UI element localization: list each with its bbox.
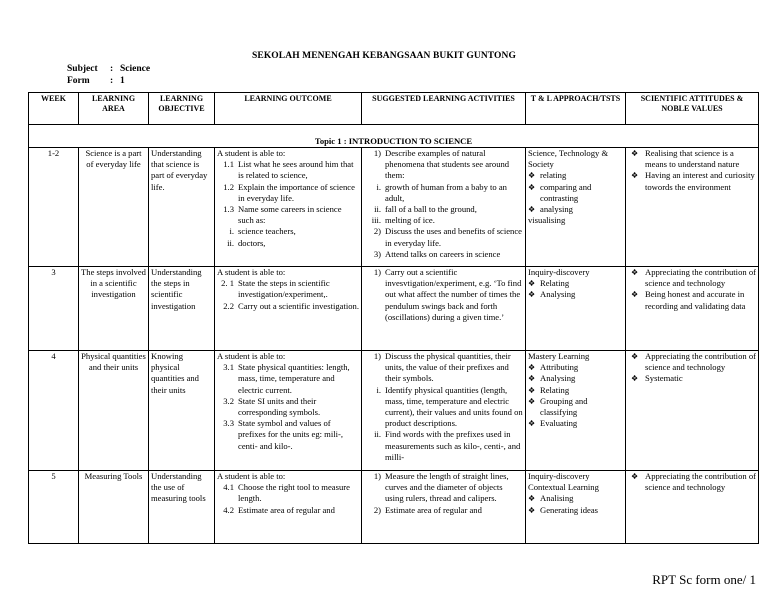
item-marker: ii. — [227, 237, 234, 248]
item-text: Describe examples of natural phenomena that students see around them: — [385, 148, 510, 181]
diamond-bullet-icon: ❖ — [528, 374, 536, 384]
item-text: Estimate area of regular and — [385, 504, 482, 515]
learning-area-text: Physical quantities and their units — [81, 351, 146, 373]
activities-list — [364, 267, 523, 323]
item-text: Relating — [540, 384, 570, 395]
item-marker: i. — [376, 384, 381, 395]
approach-list — [528, 170, 623, 215]
topic-row — [29, 125, 759, 148]
list-item — [628, 170, 756, 192]
item-text: Generating ideas — [540, 504, 598, 515]
list-item — [217, 159, 359, 181]
list-item — [217, 204, 359, 226]
item-text: science teachers, — [238, 226, 296, 237]
learning-objective-text: Understanding the use of measuring tools — [151, 471, 206, 504]
item-text: State SI units and their corresponding symbols. — [238, 395, 321, 418]
item-marker: 1.2 — [223, 181, 234, 192]
learning-outcome-cell — [215, 148, 362, 267]
diamond-bullet-icon: ❖ — [528, 396, 536, 406]
approach-cell — [526, 148, 626, 267]
list-item — [364, 267, 523, 323]
item-text: Explain the importance of science in everyday life. — [238, 181, 355, 203]
diamond-bullet-icon: ❖ — [631, 268, 639, 277]
attitudes-values-cell — [626, 267, 759, 351]
list-item — [628, 289, 756, 311]
list-item — [628, 148, 756, 170]
list-item — [528, 278, 623, 289]
outcome-list — [217, 278, 359, 312]
header-attitudes-values: SCIENTIFIC ATTITUDES & NOBLE VALUES — [626, 93, 759, 125]
item-marker: 1.1 — [223, 159, 234, 170]
list-item — [528, 373, 623, 384]
diamond-bullet-icon: ❖ — [528, 505, 536, 515]
list-item — [528, 418, 623, 429]
item-marker: 3.3 — [223, 418, 234, 429]
approach-intro: Science, Technology & Society — [528, 148, 609, 170]
form-line — [67, 76, 125, 86]
header-row — [29, 93, 759, 125]
list-item — [528, 289, 623, 300]
learning-outcome-cell — [215, 267, 362, 351]
item-marker: 1) — [373, 267, 381, 277]
list-item — [217, 505, 359, 516]
list-item — [217, 278, 359, 300]
list-item — [628, 351, 756, 373]
week-value: 5 — [51, 471, 56, 481]
item-marker: 2.2 — [223, 300, 234, 311]
item-text: Appreciating the contribution of science and technology — [645, 471, 756, 493]
item-marker: ii. — [374, 429, 381, 440]
item-text: Discuss the physical quantities, their units, the value of their prefixes and their symbols. — [385, 351, 511, 384]
week-value: 4 — [51, 351, 56, 361]
approach-intro: Inquiry-discovery — [528, 267, 590, 277]
subject-line — [67, 64, 150, 74]
learning-objective-text: Understanding that science is part of everyday life. — [151, 148, 208, 192]
activities-list — [364, 148, 523, 260]
item-text: Systematic — [645, 373, 683, 384]
item-marker: 1) — [373, 471, 381, 481]
school-title: SEKOLAH MENENGAH KEBANGSAAN BUKIT GUNTONG — [252, 51, 516, 61]
week-cell — [29, 267, 79, 351]
suggested-activities-cell — [362, 148, 526, 267]
activities-list — [364, 471, 523, 516]
list-item — [528, 396, 623, 418]
approach-list — [528, 362, 623, 429]
learning-area-cell — [79, 351, 149, 471]
approach-intro: Inquiry-discovery Contextual Learning — [528, 471, 599, 493]
suggested-activities-cell — [362, 471, 526, 544]
diamond-bullet-icon: ❖ — [631, 352, 639, 361]
header-suggested-activities: SUGGESTED LEARNING ACTIVITIES — [362, 93, 526, 125]
item-marker: ii. — [374, 204, 381, 215]
item-text: growth of human from a baby to an adult, — [385, 181, 507, 203]
diamond-bullet-icon: ❖ — [528, 290, 536, 300]
list-item — [528, 182, 623, 204]
item-marker: 2. 1 — [221, 278, 234, 289]
list-item — [364, 429, 523, 463]
list-item — [364, 385, 523, 430]
item-marker: 3) — [373, 248, 381, 259]
learning-objective-text: Understanding the steps in scientific investigation — [151, 267, 202, 311]
list-item — [528, 505, 623, 516]
item-marker: 2) — [373, 504, 381, 515]
header-week: WEEK — [29, 93, 79, 125]
week-cell — [29, 148, 79, 267]
learning-area-text: The steps involved in a scientific investigation — [81, 267, 146, 300]
outcome-intro: A student is able to: — [217, 351, 286, 361]
learning-area-text: Measuring Tools — [84, 471, 143, 481]
approach-list — [528, 278, 623, 300]
item-marker: 1) — [373, 351, 381, 361]
item-text: comparing and contrasting — [540, 181, 592, 203]
header-learning-area: LEARNING AREA — [79, 93, 149, 125]
item-text: fall of a ball to the ground, — [385, 204, 477, 215]
header-approach: T & L APPROACH/TSTS — [526, 93, 626, 125]
item-text: Attributing — [540, 362, 579, 373]
table-row — [29, 471, 759, 544]
page-footer: RPT Sc form one/ 1 — [652, 572, 756, 587]
diamond-bullet-icon: ❖ — [528, 494, 536, 504]
item-marker: 4.1 — [223, 482, 234, 493]
item-marker: 3.2 — [223, 395, 234, 406]
list-item — [528, 170, 623, 181]
list-item — [364, 182, 523, 204]
table-row — [29, 351, 759, 471]
item-marker: i. — [376, 181, 381, 192]
outcome-list — [217, 159, 359, 249]
list-item — [364, 204, 523, 215]
diamond-bullet-icon: ❖ — [631, 472, 639, 481]
outcome-intro: A student is able to: — [217, 471, 286, 481]
week-cell — [29, 351, 79, 471]
list-item — [217, 396, 359, 418]
item-marker: 1.3 — [223, 204, 234, 215]
form-value: 1 — [120, 76, 125, 86]
attitudes-values-cell — [626, 351, 759, 471]
item-text: Appreciating the contribution of science and technology — [645, 267, 756, 289]
learning-objective-cell — [149, 148, 215, 267]
topic-title: Topic 1 : INTRODUCTION TO SCIENCE — [29, 125, 759, 148]
item-text: Relating — [540, 278, 570, 289]
diamond-bullet-icon: ❖ — [528, 419, 536, 429]
item-marker: iii. — [371, 215, 381, 226]
item-marker: 1) — [373, 148, 381, 158]
header-learning-objective: LEARNING OBJECTIVE — [149, 93, 215, 125]
suggested-activities-cell — [362, 267, 526, 351]
approach-cell — [526, 351, 626, 471]
week-value: 1-2 — [47, 148, 60, 158]
item-text: analysing — [540, 204, 573, 215]
diamond-bullet-icon: ❖ — [528, 279, 536, 289]
list-item — [628, 373, 756, 384]
table-row — [29, 148, 759, 267]
form-label: Form — [67, 76, 90, 86]
learning-outcome-cell — [215, 351, 362, 471]
list-item — [217, 238, 359, 249]
item-marker: i. — [229, 226, 234, 237]
list-item — [364, 351, 523, 385]
learning-area-cell — [79, 267, 149, 351]
item-text: Carry out a scientific investigation. — [238, 300, 359, 311]
diamond-bullet-icon: ❖ — [528, 205, 536, 215]
approach-list — [528, 493, 623, 515]
values-list — [628, 351, 756, 385]
item-text: Measure the length of straight lines, curves and the diameter of objects using rulers, thread and calipers. — [385, 471, 509, 504]
learning-objective-cell — [149, 471, 215, 544]
item-text: Carry out a scientific invesvtigation/experiment, e.g. ‘To find out what affect the number of times the pendulum swings back and forth (oscillations) during a given time.’ — [385, 267, 522, 322]
table-row — [29, 267, 759, 351]
learning-area-text: Science is a part of everyday life — [85, 148, 142, 170]
learning-objective-text: Knowing physical quantities and their units — [151, 351, 199, 395]
list-item — [528, 204, 623, 215]
learning-objective-cell — [149, 351, 215, 471]
list-item — [217, 301, 359, 312]
subject-colon: : — [110, 64, 114, 74]
diamond-bullet-icon: ❖ — [631, 171, 639, 181]
list-item — [217, 226, 359, 237]
diamond-bullet-icon: ❖ — [631, 149, 639, 158]
diamond-bullet-icon: ❖ — [528, 182, 536, 192]
item-text: Estimate area of regular and — [238, 504, 335, 515]
approach-cell — [526, 267, 626, 351]
diamond-bullet-icon: ❖ — [631, 290, 639, 300]
diamond-bullet-icon: ❖ — [631, 374, 639, 384]
list-item — [528, 493, 623, 504]
item-text: Name some careers in science such as: — [238, 204, 342, 226]
scheme-table — [28, 92, 759, 544]
item-marker: 3.1 — [223, 362, 234, 373]
item-text: Find words with the prefixes used in measurements such as kilo-, centi-, and milli- — [385, 429, 521, 462]
subject-label: Subject — [67, 64, 98, 74]
item-text: Appreciating the contribution of science and technology — [645, 351, 756, 373]
item-text: Realising that science is a means to understand nature — [645, 148, 740, 170]
item-text: relating — [540, 170, 567, 181]
item-text: Evaluating — [540, 418, 578, 429]
item-marker: 4.2 — [223, 504, 234, 515]
item-text: Choose the right tool to measure length. — [238, 482, 350, 504]
outcome-list — [217, 362, 359, 452]
activities-list — [364, 351, 523, 463]
approach-intro: Mastery Learning — [528, 351, 590, 361]
list-item — [217, 182, 359, 204]
list-item — [217, 418, 359, 452]
week-value: 3 — [51, 267, 56, 277]
values-list — [628, 267, 756, 312]
item-text: doctors, — [238, 237, 266, 248]
list-item — [364, 215, 523, 226]
outcome-list — [217, 482, 359, 516]
approach-outro: visualising — [528, 215, 566, 226]
item-text: Identify physical quantities (length, mass, time, temperature and electric current), their values and units found on product descriptions. — [385, 384, 523, 429]
outcome-intro: A student is able to: — [217, 148, 286, 158]
list-item — [628, 471, 756, 493]
list-item — [628, 267, 756, 289]
values-list — [628, 148, 756, 193]
item-marker: 2) — [373, 226, 381, 237]
form-colon: : — [110, 76, 114, 86]
attitudes-values-cell — [626, 148, 759, 267]
list-item — [364, 471, 523, 505]
list-item — [364, 505, 523, 516]
list-item — [364, 148, 523, 182]
approach-cell — [526, 471, 626, 544]
item-text: Grouping and classifying — [540, 395, 588, 418]
diamond-bullet-icon: ❖ — [528, 171, 536, 181]
list-item — [217, 482, 359, 504]
outcome-intro: A student is able to: — [217, 267, 286, 277]
item-text: Attend talks on careers in science — [385, 248, 501, 259]
item-text: Analysing — [540, 289, 576, 300]
item-text: State physical quantities: length, mass, time, temperature and electric current. — [238, 362, 350, 395]
item-text: State symbol and values of prefixes for the units eg: mili-, centi- and kilo-. — [238, 418, 344, 451]
item-text: Analysing — [540, 373, 576, 384]
list-item — [364, 249, 523, 260]
item-text: Discuss the uses and benefits of science in everyday life. — [385, 226, 522, 248]
list-item — [217, 362, 359, 396]
item-text: List what he sees around him that is related to science, — [238, 159, 354, 181]
learning-area-cell — [79, 471, 149, 544]
item-text: melting of ice. — [385, 215, 435, 226]
learning-area-cell — [79, 148, 149, 267]
values-list — [628, 471, 756, 493]
subject-value: Science — [120, 64, 151, 74]
item-text: State the steps in scientific investigation/experiment,. — [238, 278, 330, 300]
list-item — [528, 385, 623, 396]
week-cell — [29, 471, 79, 544]
learning-outcome-cell — [215, 471, 362, 544]
item-text: Being honest and accurate in recording and validating data — [645, 289, 746, 311]
header-learning-outcome: LEARNING OUTCOME — [215, 93, 362, 125]
learning-objective-cell — [149, 267, 215, 351]
list-item — [364, 226, 523, 248]
suggested-activities-cell — [362, 351, 526, 471]
diamond-bullet-icon: ❖ — [528, 363, 536, 373]
diamond-bullet-icon: ❖ — [528, 385, 536, 395]
list-item — [528, 362, 623, 373]
item-text: Having an interest and curiosity towords the environment — [645, 170, 755, 192]
attitudes-values-cell — [626, 471, 759, 544]
item-text: Analising — [540, 493, 574, 504]
